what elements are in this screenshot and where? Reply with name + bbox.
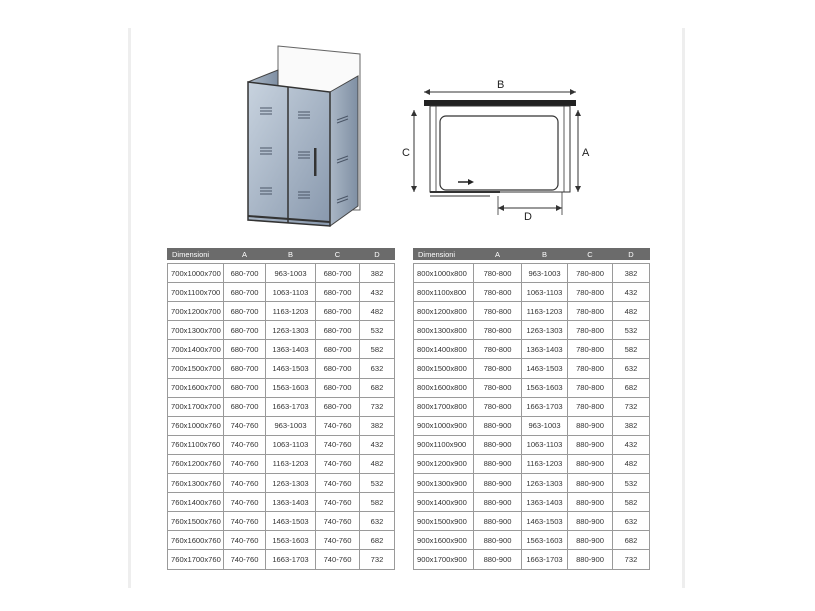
cell-dimensioni: 700x1000x700 xyxy=(168,264,224,283)
cell-c: 880-900 xyxy=(568,493,613,512)
cell-a: 880-900 xyxy=(474,454,522,473)
cell-c: 680-700 xyxy=(316,302,360,321)
cell-dimensioni: 760x1300x760 xyxy=(168,474,224,493)
cell-a: 880-900 xyxy=(474,512,522,531)
cell-b: 1363-1403 xyxy=(266,493,316,512)
cell-dimensioni: 800x1400x800 xyxy=(414,340,474,359)
cell-c: 680-700 xyxy=(316,397,360,416)
cell-d: 732 xyxy=(360,397,395,416)
table-row xyxy=(168,416,395,435)
cell-a: 740-760 xyxy=(224,435,266,454)
table-row xyxy=(414,416,650,435)
cell-c: 880-900 xyxy=(568,531,613,550)
cell-a: 880-900 xyxy=(474,550,522,569)
cell-c: 740-760 xyxy=(316,416,360,435)
cell-dimensioni: 760x1600x760 xyxy=(168,531,224,550)
cell-c: 740-760 xyxy=(316,550,360,569)
header-dimensioni: Dimensioni xyxy=(168,249,224,260)
cell-dimensioni: 800x1200x800 xyxy=(414,302,474,321)
table-row xyxy=(168,493,395,512)
cell-dimensioni: 700x1400x700 xyxy=(168,340,224,359)
cell-dimensioni: 900x1400x900 xyxy=(414,493,474,512)
cell-dimensioni: 900x1600x900 xyxy=(414,531,474,550)
cell-b: 1663-1703 xyxy=(522,550,568,569)
cell-d: 582 xyxy=(613,493,650,512)
header-d: D xyxy=(613,249,650,260)
cell-dimensioni: 760x1000x760 xyxy=(168,416,224,435)
cell-a: 680-700 xyxy=(224,359,266,378)
cell-d: 582 xyxy=(360,340,395,359)
cell-b: 1463-1503 xyxy=(522,359,568,378)
cell-c: 780-800 xyxy=(568,283,613,302)
top-view-dimension-diagram xyxy=(400,70,600,220)
cell-b: 1463-1503 xyxy=(266,512,316,531)
cell-dimensioni: 800x1500x800 xyxy=(414,359,474,378)
cell-a: 780-800 xyxy=(474,378,522,397)
cell-a: 780-800 xyxy=(474,340,522,359)
header-dimensioni: Dimensioni xyxy=(414,249,474,260)
cell-c: 780-800 xyxy=(568,264,613,283)
cell-c: 680-700 xyxy=(316,264,360,283)
header-a: A xyxy=(474,249,522,260)
dim-label-a: A xyxy=(582,147,590,159)
cell-a: 780-800 xyxy=(474,283,522,302)
table-row xyxy=(414,359,650,378)
cell-b: 1563-1603 xyxy=(522,378,568,397)
table-row xyxy=(168,512,395,531)
cell-a: 740-760 xyxy=(224,454,266,473)
cell-a: 780-800 xyxy=(474,321,522,340)
table-row xyxy=(414,340,650,359)
cell-d: 382 xyxy=(613,416,650,435)
right-frame-line xyxy=(682,28,685,588)
cell-a: 680-700 xyxy=(224,340,266,359)
cell-d: 732 xyxy=(360,550,395,569)
cell-dimensioni: 700x1100x700 xyxy=(168,283,224,302)
cell-dimensioni: 760x1200x760 xyxy=(168,454,224,473)
table-row xyxy=(414,283,650,302)
cell-d: 632 xyxy=(360,512,395,531)
cell-d: 632 xyxy=(613,512,650,531)
cell-b: 1363-1403 xyxy=(522,340,568,359)
cell-d: 432 xyxy=(360,435,395,454)
cell-b: 1263-1303 xyxy=(266,474,316,493)
cell-d: 432 xyxy=(613,283,650,302)
cell-c: 680-700 xyxy=(316,340,360,359)
cell-d: 582 xyxy=(360,493,395,512)
cell-d: 732 xyxy=(613,397,650,416)
cell-d: 632 xyxy=(360,359,395,378)
cell-c: 780-800 xyxy=(568,340,613,359)
dim-label-b: B xyxy=(497,79,505,91)
cell-d: 432 xyxy=(360,283,395,302)
table-row xyxy=(414,550,650,569)
cell-b: 1063-1103 xyxy=(522,435,568,454)
table-row xyxy=(168,283,395,302)
cell-c: 880-900 xyxy=(568,435,613,454)
cell-d: 632 xyxy=(613,359,650,378)
left-frame-line xyxy=(128,28,131,588)
cell-dimensioni: 800x1100x800 xyxy=(414,283,474,302)
cell-a: 740-760 xyxy=(224,512,266,531)
cell-dimensioni: 900x1000x900 xyxy=(414,416,474,435)
cell-a: 880-900 xyxy=(474,435,522,454)
dim-label-d: D xyxy=(524,211,532,220)
cell-c: 880-900 xyxy=(568,512,613,531)
cell-b: 1363-1403 xyxy=(266,340,316,359)
table-row xyxy=(168,378,395,397)
cell-c: 740-760 xyxy=(316,435,360,454)
cell-a: 780-800 xyxy=(474,264,522,283)
cell-a: 880-900 xyxy=(474,531,522,550)
cell-b: 1663-1703 xyxy=(522,397,568,416)
cell-c: 780-800 xyxy=(568,359,613,378)
shower-enclosure-illustration xyxy=(230,40,380,230)
cell-a: 780-800 xyxy=(474,302,522,321)
cell-d: 482 xyxy=(613,302,650,321)
table-row xyxy=(414,512,650,531)
cell-c: 880-900 xyxy=(568,416,613,435)
cell-d: 682 xyxy=(613,378,650,397)
cell-d: 732 xyxy=(613,550,650,569)
cell-c: 740-760 xyxy=(316,454,360,473)
cell-dimensioni: 700x1600x700 xyxy=(168,378,224,397)
header-a: A xyxy=(224,249,266,260)
table-row xyxy=(168,359,395,378)
table-row xyxy=(414,302,650,321)
cell-a: 680-700 xyxy=(224,378,266,397)
cell-c: 740-760 xyxy=(316,493,360,512)
cell-c: 780-800 xyxy=(568,302,613,321)
table-row xyxy=(414,397,650,416)
cell-c: 740-760 xyxy=(316,474,360,493)
cell-dimensioni: 800x1300x800 xyxy=(414,321,474,340)
cell-c: 780-800 xyxy=(568,397,613,416)
cell-a: 880-900 xyxy=(474,416,522,435)
cell-c: 780-800 xyxy=(568,378,613,397)
table-row xyxy=(414,493,650,512)
cell-d: 532 xyxy=(360,321,395,340)
cell-d: 532 xyxy=(613,474,650,493)
cell-dimensioni: 900x1300x900 xyxy=(414,474,474,493)
cell-dimensioni: 700x1700x700 xyxy=(168,397,224,416)
cell-b: 963-1003 xyxy=(522,416,568,435)
table-row xyxy=(168,550,395,569)
table-header-row xyxy=(168,249,395,260)
cell-c: 680-700 xyxy=(316,283,360,302)
cell-c: 680-700 xyxy=(316,378,360,397)
cell-dimensioni: 800x1700x800 xyxy=(414,397,474,416)
cell-dimensioni: 760x1100x760 xyxy=(168,435,224,454)
cell-dimensioni: 900x1700x900 xyxy=(414,550,474,569)
cell-a: 740-760 xyxy=(224,493,266,512)
cell-dimensioni: 900x1100x900 xyxy=(414,435,474,454)
cell-d: 482 xyxy=(360,454,395,473)
cell-b: 963-1003 xyxy=(266,416,316,435)
dimensions-table-right xyxy=(413,248,650,570)
table-row xyxy=(168,321,395,340)
cell-c: 880-900 xyxy=(568,550,613,569)
cell-d: 482 xyxy=(360,302,395,321)
cell-a: 680-700 xyxy=(224,264,266,283)
cell-b: 963-1003 xyxy=(266,264,316,283)
cell-a: 680-700 xyxy=(224,302,266,321)
cell-b: 1063-1103 xyxy=(266,435,316,454)
cell-b: 1463-1503 xyxy=(266,359,316,378)
table-row xyxy=(168,340,395,359)
header-c: C xyxy=(568,249,613,260)
cell-d: 532 xyxy=(360,474,395,493)
cell-dimensioni: 900x1500x900 xyxy=(414,512,474,531)
cell-a: 740-760 xyxy=(224,531,266,550)
cell-b: 1063-1103 xyxy=(522,283,568,302)
table-row xyxy=(168,302,395,321)
cell-dimensioni: 760x1400x760 xyxy=(168,493,224,512)
table-row xyxy=(168,474,395,493)
cell-a: 880-900 xyxy=(474,474,522,493)
dimensions-table-left xyxy=(167,248,395,570)
cell-a: 680-700 xyxy=(224,321,266,340)
table-row xyxy=(414,378,650,397)
cell-d: 532 xyxy=(613,321,650,340)
cell-b: 1463-1503 xyxy=(522,512,568,531)
cell-d: 382 xyxy=(360,416,395,435)
cell-b: 1563-1603 xyxy=(266,531,316,550)
dim-label-c: C xyxy=(402,147,410,159)
cell-a: 680-700 xyxy=(224,283,266,302)
cell-c: 880-900 xyxy=(568,454,613,473)
cell-dimensioni: 700x1300x700 xyxy=(168,321,224,340)
cell-b: 1663-1703 xyxy=(266,397,316,416)
cell-a: 740-760 xyxy=(224,416,266,435)
cell-d: 382 xyxy=(360,264,395,283)
cell-dimensioni: 700x1200x700 xyxy=(168,302,224,321)
cell-dimensioni: 760x1500x760 xyxy=(168,512,224,531)
cell-c: 680-700 xyxy=(316,321,360,340)
header-d: D xyxy=(360,249,395,260)
cell-b: 1163-1203 xyxy=(266,454,316,473)
cell-c: 780-800 xyxy=(568,321,613,340)
cell-b: 963-1003 xyxy=(522,264,568,283)
cell-dimensioni: 900x1200x900 xyxy=(414,454,474,473)
cell-dimensioni: 760x1700x760 xyxy=(168,550,224,569)
table-row xyxy=(414,435,650,454)
cell-dimensioni: 800x1600x800 xyxy=(414,378,474,397)
table-row xyxy=(414,264,650,283)
cell-d: 682 xyxy=(360,531,395,550)
cell-b: 1063-1103 xyxy=(266,283,316,302)
cell-d: 582 xyxy=(613,340,650,359)
cell-b: 1163-1203 xyxy=(522,302,568,321)
cell-d: 432 xyxy=(613,435,650,454)
cell-dimensioni: 700x1500x700 xyxy=(168,359,224,378)
cell-c: 740-760 xyxy=(316,512,360,531)
cell-b: 1363-1403 xyxy=(522,493,568,512)
header-c: C xyxy=(316,249,360,260)
cell-c: 680-700 xyxy=(316,359,360,378)
cell-b: 1163-1203 xyxy=(522,454,568,473)
table-row xyxy=(414,321,650,340)
cell-b: 1563-1603 xyxy=(266,378,316,397)
cell-c: 880-900 xyxy=(568,474,613,493)
cell-b: 1263-1303 xyxy=(266,321,316,340)
cell-b: 1263-1303 xyxy=(522,474,568,493)
header-b: B xyxy=(522,249,568,260)
table-row xyxy=(168,397,395,416)
cell-d: 682 xyxy=(360,378,395,397)
cell-a: 740-760 xyxy=(224,550,266,569)
cell-dimensioni: 800x1000x800 xyxy=(414,264,474,283)
table-row xyxy=(168,435,395,454)
cell-a: 780-800 xyxy=(474,397,522,416)
cell-d: 382 xyxy=(613,264,650,283)
table-header-row xyxy=(414,249,650,260)
cell-b: 1263-1303 xyxy=(522,321,568,340)
cell-b: 1663-1703 xyxy=(266,550,316,569)
table-row xyxy=(168,454,395,473)
table-row xyxy=(414,474,650,493)
cell-b: 1163-1203 xyxy=(266,302,316,321)
cell-d: 682 xyxy=(613,531,650,550)
cell-a: 780-800 xyxy=(474,359,522,378)
table-row xyxy=(414,454,650,473)
table-row xyxy=(414,531,650,550)
cell-b: 1563-1603 xyxy=(522,531,568,550)
cell-c: 740-760 xyxy=(316,531,360,550)
header-b: B xyxy=(266,249,316,260)
cell-a: 680-700 xyxy=(224,397,266,416)
cell-a: 740-760 xyxy=(224,474,266,493)
cell-d: 482 xyxy=(613,454,650,473)
table-row xyxy=(168,264,395,283)
cell-a: 880-900 xyxy=(474,493,522,512)
table-row xyxy=(168,531,395,550)
